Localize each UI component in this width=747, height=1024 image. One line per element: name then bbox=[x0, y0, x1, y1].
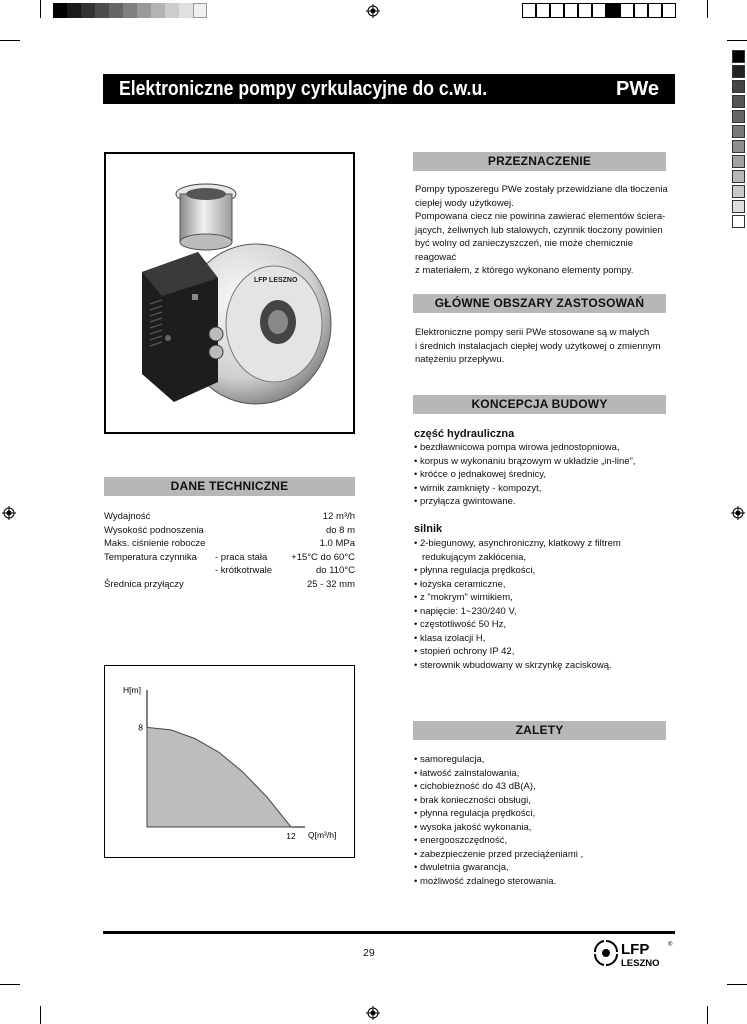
list-item: • bezdławnicowa pompa wirowa jednostopniowa, bbox=[414, 441, 676, 455]
logo-wordmark: LFP bbox=[621, 941, 650, 958]
pump-curve-area bbox=[147, 727, 291, 827]
list-hydraulika bbox=[414, 441, 676, 509]
crop-mark bbox=[40, 1006, 41, 1024]
pump-illustration bbox=[106, 154, 353, 432]
registration-mark-icon bbox=[366, 1006, 380, 1020]
y-tick-label: 8 bbox=[138, 722, 143, 733]
color-bar-left bbox=[53, 3, 207, 18]
model-name: PWe bbox=[616, 78, 659, 100]
list-item: • możliwość zdalnego sterowania. bbox=[414, 875, 676, 889]
list-item: • 2-biegunowy, asynchroniczny, klatkowy z filtrem redukującym zakłócenia, bbox=[414, 537, 636, 564]
product-label: LFP LESZNO bbox=[254, 277, 298, 284]
table-row: - krótkotrwale do 110°C bbox=[215, 565, 355, 576]
crop-mark bbox=[0, 40, 20, 41]
crop-mark bbox=[40, 0, 41, 18]
list-item: • wirnik zamknięty - kompozyt, bbox=[414, 482, 676, 496]
list-item: • z "mokrym" wirnikiem, bbox=[414, 591, 636, 605]
table-row: Wysokość podnoszenia do 8 m bbox=[104, 524, 355, 536]
x-tick-label: 12 bbox=[286, 831, 296, 841]
list-item: • przyłącza gwintowane. bbox=[414, 495, 676, 509]
table-row: Maks. ciśnienie robocze 1.0 MPa bbox=[104, 538, 355, 549]
table-row: Temperatura czynnika - praca stała +15°C do 60°C bbox=[104, 551, 355, 563]
crop-mark bbox=[707, 1006, 708, 1024]
list-item: • króćce o jednakowej średnicy, bbox=[414, 468, 676, 482]
list-item: • płynna regulacja prędkości, bbox=[414, 564, 636, 578]
page-title: Elektroniczne pompy cyrkulacyjne do c.w.u. bbox=[119, 78, 488, 100]
section-heading-zalety: ZALETY bbox=[413, 721, 666, 740]
lfp-logo-icon bbox=[592, 938, 676, 968]
list-item: • cichobieżność do 43 dB(A), bbox=[414, 780, 676, 794]
list-item: • łożyska ceramiczne, bbox=[414, 578, 636, 592]
list-item: • samoregulacja, bbox=[414, 753, 676, 767]
list-item: • brak konieczności obsługi, bbox=[414, 794, 676, 808]
section-heading-koncepcja: KONCEPCJA BUDOWY bbox=[413, 395, 666, 414]
color-bar-right bbox=[522, 3, 676, 18]
x-axis-label: Q[m³/h] bbox=[308, 830, 337, 840]
crop-mark bbox=[727, 984, 747, 985]
subheading-hydraulika: część hydrauliczna bbox=[414, 428, 515, 440]
list-item: • częstotliwość 50 Hz, bbox=[414, 618, 636, 632]
section-heading-przeznaczenie: PRZEZNACZENIE bbox=[413, 152, 666, 171]
side-color-bar bbox=[732, 50, 745, 230]
page-number: 29 bbox=[363, 947, 375, 959]
registration-mark-icon bbox=[731, 506, 745, 520]
subheading-silnik: silnik bbox=[414, 523, 443, 535]
list-item: • klasa izolacji H, bbox=[414, 632, 636, 646]
list-item: • energooszczędność, bbox=[414, 834, 676, 848]
table-row: Wydajność 12 m³/h bbox=[104, 511, 355, 522]
list-item: • zabezpieczenie przed przeciążeniami , bbox=[414, 848, 676, 862]
list-silnik bbox=[414, 537, 636, 672]
list-item: • płynna regulacja prędkości, bbox=[414, 807, 676, 821]
section-heading-zastosowania: GŁÓWNE OBSZARY ZASTOSOWAŃ bbox=[413, 294, 666, 313]
registration-mark-icon bbox=[2, 506, 16, 520]
list-item: • napięcie: 1~230/240 V, bbox=[414, 605, 636, 619]
list-item: • łatwość zainstalowania, bbox=[414, 767, 676, 781]
crop-mark bbox=[0, 984, 20, 985]
zastosowania-text: Elektroniczne pompy serii PWe stosowane są w małych i średnich instalacjach ciepłej wody użytkowej o zmiennym natężeniu przepływu. bbox=[415, 327, 661, 365]
title-bar bbox=[103, 74, 675, 104]
pump-curve-chart bbox=[104, 665, 355, 858]
registered-mark: ® bbox=[668, 942, 673, 948]
przeznaczenie-text: Pompy typoszeregu PWe zostały przewidziane dla tłoczenia ciepłej wody użytkowej. Pompowana ciecz nie powinna zawierać elementów ściera- jących, żeliwnych lub stalowych, czynnik tłoczony powinien być wolny od zanieczyszczeń, nie może chemicznie reagować z materiałem, z którego wykonano elementy pompy. bbox=[415, 184, 668, 276]
registration-mark-icon bbox=[366, 4, 380, 18]
table-row: Średnica przyłączy 25 - 32 mm bbox=[104, 578, 355, 590]
crop-mark bbox=[707, 0, 708, 18]
list-item: • stopień ochrony IP 42, bbox=[414, 645, 636, 659]
list-item: • wysoka jakość wykonania, bbox=[414, 821, 676, 835]
y-axis-label: H[m] bbox=[123, 685, 141, 695]
crop-mark bbox=[727, 40, 747, 41]
tech-data-table bbox=[104, 510, 355, 591]
list-zalety bbox=[414, 753, 676, 888]
logo-subtext: LESZNO bbox=[621, 958, 660, 968]
pump-curve-svg bbox=[105, 666, 354, 857]
list-item: • korpus w wykonaniu brązowym w układzie „in-line”, bbox=[414, 455, 676, 469]
section-heading-dane-techniczne: DANE TECHNICZNE bbox=[104, 477, 355, 496]
product-photo bbox=[104, 152, 355, 434]
footer-rule bbox=[103, 931, 675, 934]
list-item: • sterownik wbudowany w skrzynkę zaciskową. bbox=[414, 659, 636, 673]
list-item: • dwuletnia gwarancja, bbox=[414, 861, 676, 875]
company-logo bbox=[592, 938, 676, 968]
